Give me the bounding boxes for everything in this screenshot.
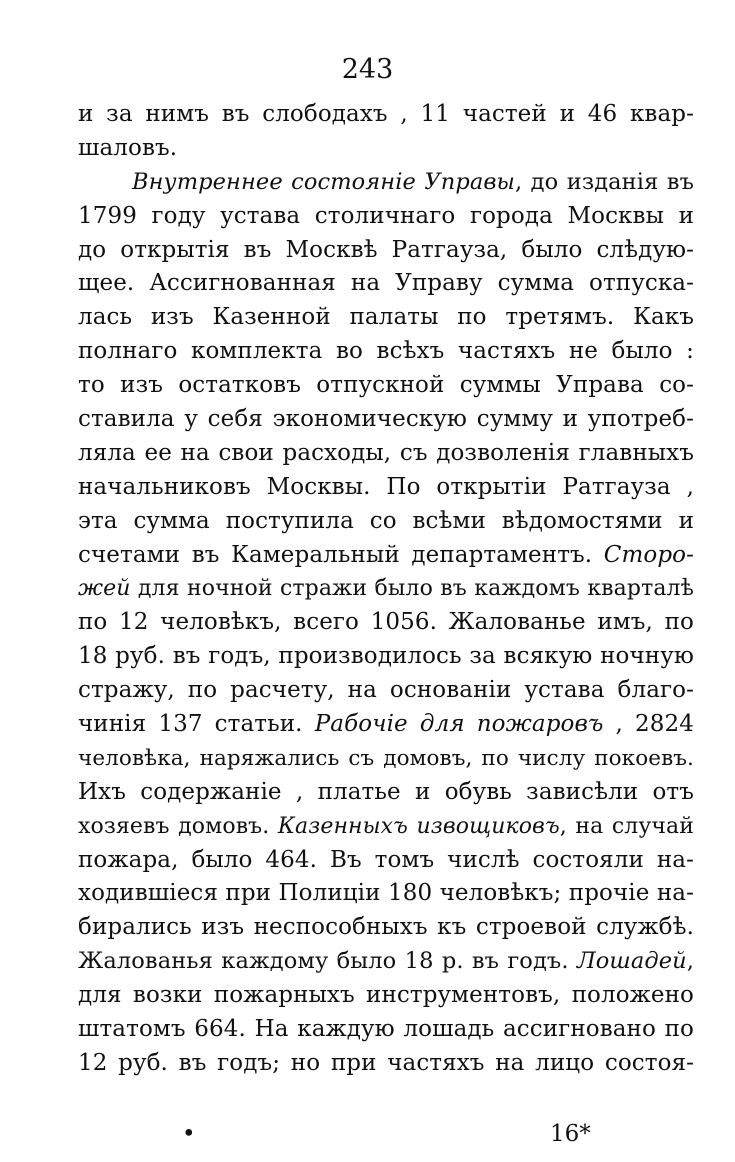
italic-term: Рабочiе для пожаровъ — [314, 711, 604, 738]
text-line — [78, 437, 694, 471]
text-run: , до изданiя въ — [514, 168, 694, 195]
text-run: щее. Ассигнованная на Управу сумма отпуска- — [78, 270, 694, 297]
text-run: то изъ остатковъ отпускной суммы Управа со- — [78, 372, 694, 399]
text-line — [78, 640, 694, 674]
text-run: счетами въ Камеральный департаментъ. — [78, 541, 604, 568]
text-line — [78, 810, 694, 844]
text-run: эта сумма поступила со всѣми вѣдомостями и — [78, 507, 694, 534]
signature-mark: 16* — [550, 1121, 591, 1147]
text-line — [78, 776, 694, 810]
text-line — [78, 945, 694, 979]
text-line — [78, 606, 694, 640]
text-run: начальниковъ Москвы. По открытiи Ратгауза , — [78, 473, 694, 500]
text-run: полнаго комплекта во всѣхъ частяхъ не было : — [78, 338, 694, 365]
text-line — [78, 98, 694, 132]
page-number: 243 — [341, 54, 394, 85]
italic-term: Лошадей — [576, 948, 687, 975]
text-line — [78, 674, 694, 708]
footer-mark: • — [182, 1121, 196, 1147]
text-run: ставила у себя экономическую сумму и употреб- — [78, 406, 694, 433]
body-text — [78, 98, 694, 1081]
text-line — [78, 471, 694, 505]
italic-term: Казенныхъ извощиковъ — [277, 813, 560, 839]
text-run: чинiя 137 статьи. — [78, 711, 315, 738]
text-line — [78, 505, 694, 539]
text-run: для ночной стражи было въ каждомъ кварталѣ — [130, 576, 694, 602]
italic-term: жей — [78, 576, 131, 602]
text-line — [78, 132, 694, 166]
text-line — [78, 369, 694, 403]
page-footer — [0, 1117, 735, 1151]
text-line — [78, 844, 694, 878]
text-line — [78, 979, 694, 1013]
text-line — [78, 877, 694, 911]
text-run: лась изъ Казенной палаты по третямъ. Какъ — [78, 304, 694, 331]
text-line — [78, 267, 694, 301]
text-run: , — [686, 948, 694, 975]
text-run: пожара, было 464. Въ томъ числѣ состояли на- — [78, 846, 694, 873]
text-line — [78, 539, 694, 573]
text-run: 18 руб. въ годъ, производилось за всякую ночную — [78, 643, 694, 670]
text-run: и за нимъ въ слободахъ , 11 частей и 46 квар- — [78, 101, 694, 127]
text-run: хозяевъ домовъ. — [78, 813, 278, 839]
text-line — [78, 200, 694, 234]
text-run: шаловъ. — [78, 134, 178, 161]
text-line — [78, 742, 694, 776]
text-run: , на случай — [559, 813, 694, 839]
text-run: ляла ее на свои расходы, съ дозволенiя главныхъ — [78, 439, 694, 466]
text-run: стражу, по расчету, на основанiи устава благо- — [78, 677, 694, 704]
italic-term: Внутреннее состоянiе Управы — [132, 168, 515, 195]
text-run: по 12 человѣкъ, всего 1056. Жалованье имъ, по — [78, 609, 694, 636]
text-line — [78, 234, 694, 268]
text-line — [78, 1013, 694, 1047]
text-run: Жалованья каждому было 18 р. въ годъ. — [78, 948, 577, 975]
text-run: , 2824 — [603, 711, 694, 738]
text-line — [78, 166, 694, 200]
text-run: 1799 году устава столичнаго города Москвы и — [78, 202, 694, 229]
text-run: Ихъ содержанiе , платье и обувь зависѣли отъ — [78, 778, 694, 805]
text-line — [78, 301, 694, 335]
text-run: для возки пожарныхъ инструментовъ, положено — [78, 982, 694, 1009]
italic-term: Сторо- — [603, 541, 694, 568]
text-run: человѣка, наряжались съ домовъ, по числу покоевъ. — [78, 745, 694, 771]
text-run: бирались изъ неспособныхъ къ строевой службѣ. — [78, 914, 694, 941]
text-line — [78, 572, 694, 606]
text-line — [78, 708, 694, 742]
text-line — [78, 911, 694, 945]
text-line — [78, 1047, 694, 1081]
text-run: до открытiя въ Москвѣ Ратгауза, было слѣдую- — [78, 236, 694, 263]
text-run: 12 руб. въ годъ; но при частяхъ на лицо состоя- — [78, 1049, 694, 1076]
text-run: штатомъ 664. На каждую лошадь ассигновано по — [78, 1016, 694, 1043]
text-line — [78, 403, 694, 437]
text-run: ходившiеся при Полицiи 180 человѣкъ; прочiе на- — [78, 880, 694, 907]
text-line — [78, 335, 694, 369]
